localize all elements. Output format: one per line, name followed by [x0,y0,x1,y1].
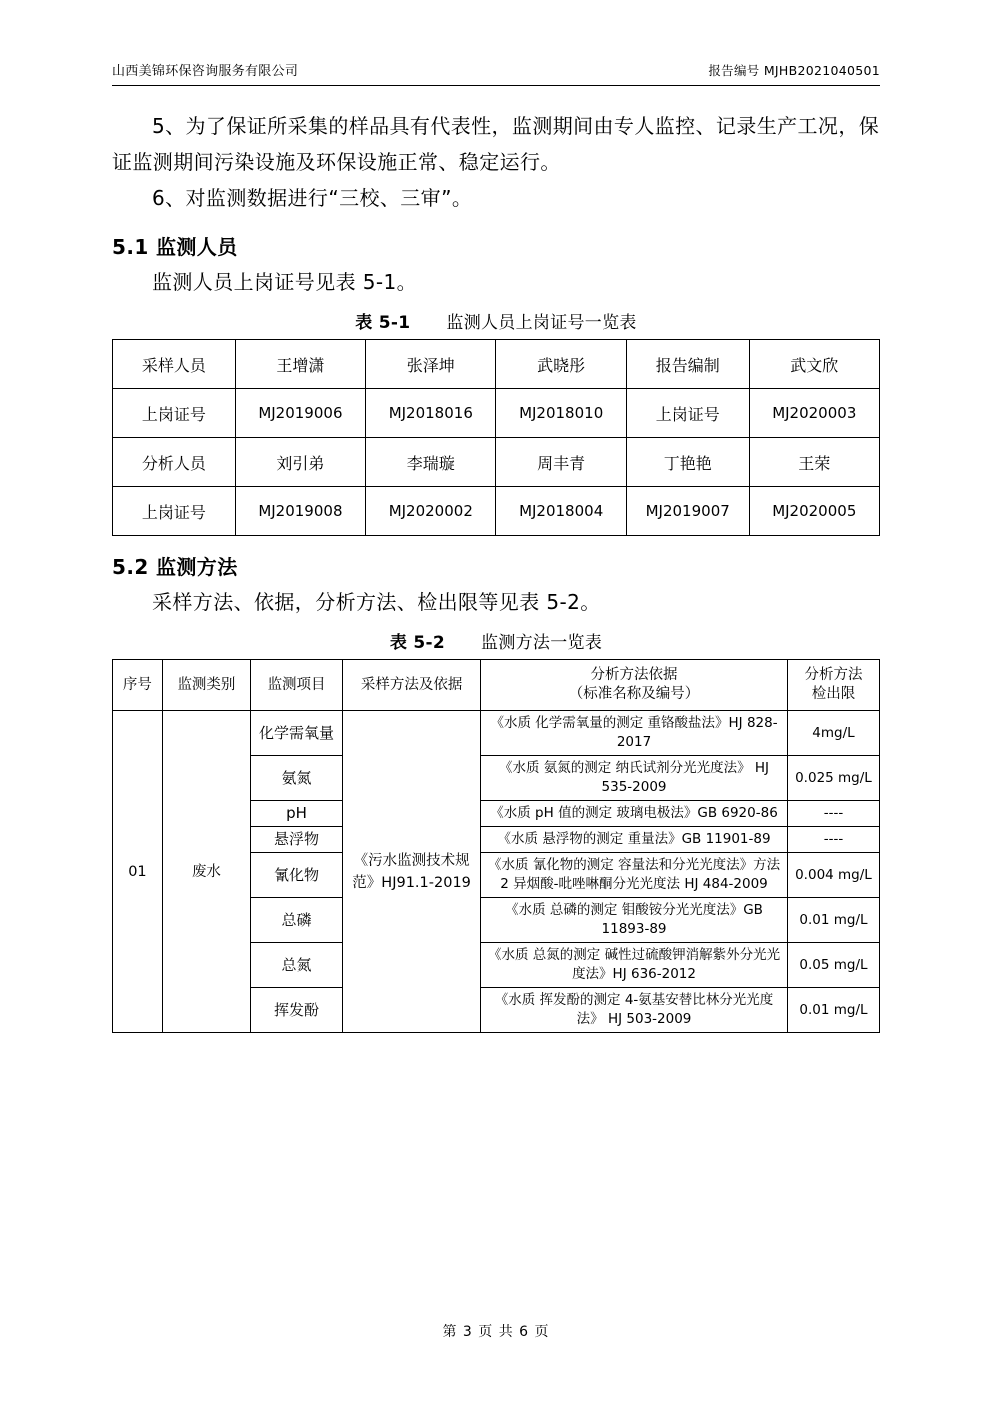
cell-item: 挥发酚 [251,988,343,1033]
cell-category: 废水 [162,711,250,1033]
personnel-table [112,339,880,536]
cell-item: 总磷 [251,898,343,943]
cell: 分析人员 [113,438,236,487]
header-item: 监测项目 [251,660,343,711]
cell: 王增潇 [235,340,365,389]
cell-analysis: 《水质 悬浮物的测定 重量法》GB 11901-89 [481,827,788,853]
cell: MJ2018016 [366,389,496,438]
table-row [113,711,880,756]
table-row [113,438,880,487]
cell: 周丰青 [496,438,626,487]
cell: MJ2018010 [496,389,626,438]
table-row [113,389,880,438]
cell: 武晓彤 [496,340,626,389]
cell-item: 总氮 [251,943,343,988]
page-footer: 第 3 页 共 6 页 [442,1324,550,1340]
header-report-number: 报告编号 MJHB2021040501 [708,63,880,78]
table-row [113,340,880,389]
cell: 丁艳艳 [626,438,749,487]
cell: 李瑞璇 [366,438,496,487]
cell: MJ2019007 [626,487,749,536]
cell-analysis: 《水质 化学需氧量的测定 重铬酸盐法》HJ 828-2017 [481,711,788,756]
cell-analysis: 《水质 氰化物的测定 容量法和分光光度法》方法 2 异烟酸-吡唑啉酮分光光度法 HJ 484-2009 [481,853,788,898]
header-analysis-line1: 分析方法依据 [590,667,678,683]
section-5-2-intro: 采样方法、依据，分析方法、检出限等见表 5-2。 [152,590,601,614]
cell-sampling: 《污水监测技术规范》HJ91.1-2019 [343,711,481,1033]
cell: 武文欣 [749,340,879,389]
page-header [112,60,880,86]
cell: MJ2019008 [235,487,365,536]
table-5-1-caption-text: 监测人员上岗证号一览表 [446,313,637,333]
section-5-1-intro: 监测人员上岗证号见表 5-1。 [152,270,418,294]
cell-no: 01 [113,711,163,1033]
header-limit-line2: 检出限 [811,686,856,702]
cell: MJ2020002 [366,487,496,536]
cell: MJ2019006 [235,389,365,438]
cell-item: 氨氮 [251,756,343,801]
cell-item: 化学需氧量 [251,711,343,756]
table-5-2-caption-number: 表 5-2 [389,633,446,653]
cell-limit: 0.004 mg/L [787,853,879,898]
cell-limit: 0.01 mg/L [787,898,879,943]
header-limit [787,660,879,711]
cell: MJ2018004 [496,487,626,536]
cell: 采样人员 [113,340,236,389]
table-5-2-caption [112,628,880,653]
paragraph-6: 6、对监测数据进行“三校、三审”。 [152,186,473,210]
table-row [113,487,880,536]
cell: 上岗证号 [113,389,236,438]
cell: 上岗证号 [113,487,236,536]
section-title-5-1: 5.1 监测人员 [112,235,238,259]
table-5-2-caption-text: 监测方法一览表 [481,633,603,653]
cell-analysis: 《水质 挥发酚的测定 4-氨基安替比林分光光度法》 HJ 503-2009 [481,988,788,1033]
cell: 上岗证号 [626,389,749,438]
cell-limit: 0.05 mg/L [787,943,879,988]
header-limit-line1: 分析方法 [804,667,863,683]
cell-limit: ---- [787,801,879,827]
cell-limit: 0.01 mg/L [787,988,879,1033]
cell: MJ2020005 [749,487,879,536]
table-5-1-caption [112,308,880,333]
table-5-1-caption-number: 表 5-1 [355,313,411,333]
monitoring-method-table [112,659,880,1033]
section-title-5-2: 5.2 监测方法 [112,555,238,579]
cell-limit: ---- [787,827,879,853]
cell-limit: 4mg/L [787,711,879,756]
header-sampling: 采样方法及依据 [343,660,481,711]
cell: 报告编制 [626,340,749,389]
cell: 王荣 [749,438,879,487]
cell: MJ2020003 [749,389,879,438]
cell-analysis: 《水质 总氮的测定 碱性过硫酸钾消解紫外分光光度法》HJ 636-2012 [481,943,788,988]
header-analysis-line2: （标准名称及编号） [568,686,700,702]
header-category: 监测类别 [162,660,250,711]
cell: 刘引弟 [235,438,365,487]
header-company: 山西美锦环保咨询服务有限公司 [112,64,299,79]
cell-analysis: 《水质 pH 值的测定 玻璃电极法》GB 6920-86 [481,801,788,827]
table-header-row [113,660,880,711]
cell-limit: 0.025 mg/L [787,756,879,801]
cell-item: pH [251,801,343,827]
header-no: 序号 [113,660,163,711]
header-analysis [481,660,788,711]
cell: 张泽坤 [366,340,496,389]
cell-item: 悬浮物 [251,827,343,853]
cell-analysis: 《水质 总磷的测定 钼酸铵分光光度法》GB 11893-89 [481,898,788,943]
cell-item: 氰化物 [251,853,343,898]
paragraph-5: 5、为了保证所采集的样品具有代表性，监测期间由专人监控、记录生产工况，保证监测期间污染设施及环保设施正常、稳定运行。 [112,114,880,174]
cell-analysis: 《水质 氨氮的测定 纳氏试剂分光光度法》 HJ 535-2009 [481,756,788,801]
